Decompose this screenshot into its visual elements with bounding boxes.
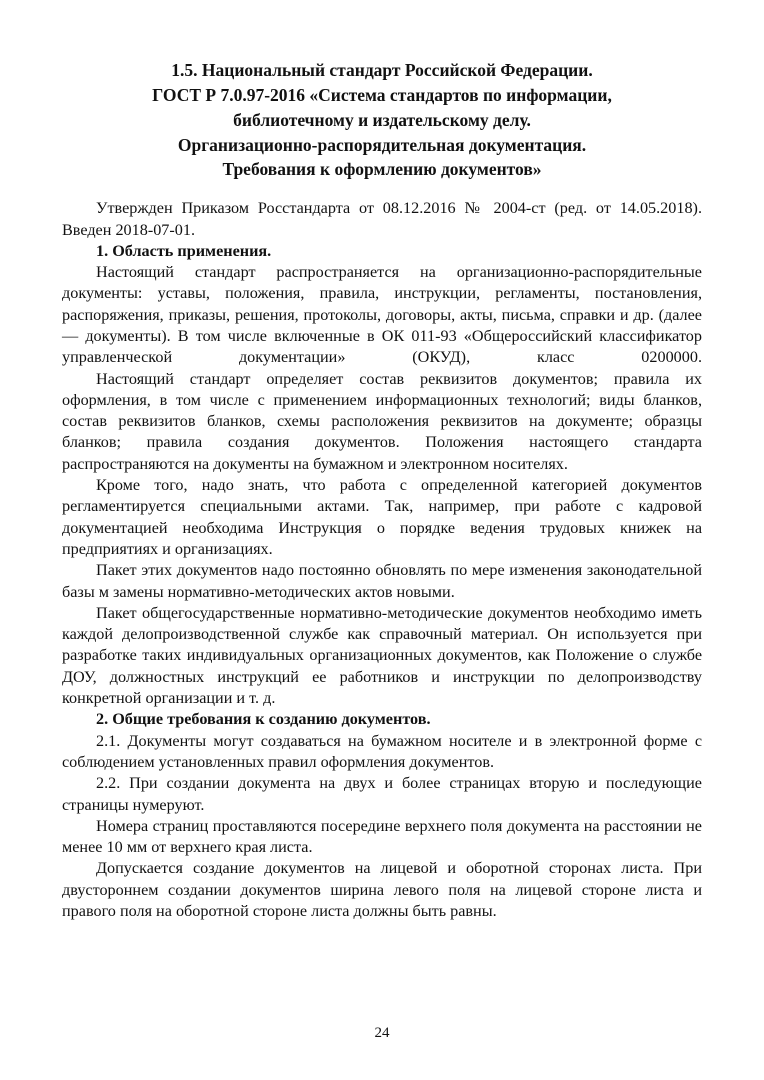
page-title <box>62 58 702 182</box>
title-line-4: Организационно-распорядительная документация. <box>177 134 587 155</box>
section-heading-1: 1. Область применения. <box>96 241 272 260</box>
paragraph-two-sided: Допускается создание документов на лицевой и оборотной сторонах листа. При двустороннем создании документов ширина левого поля на лицевой стороне листа и правого поля на оборотной стороне листа должны быть равны. <box>62 859 702 921</box>
document-body <box>62 198 702 922</box>
title-line-3: библиотечному и издательскому делу. <box>233 109 531 130</box>
paragraph-2-2: 2.2. При создании документа на двух и более страницах вторую и последующие страницы нумеруют. <box>62 774 702 814</box>
paragraph-package-usage: Пакет общегосударственные нормативно-методические документов необходимо иметь каждой делопроизводственной службе как справочный материал. Он используется при разработке таких индивидуальных организационных документов, как Положение о службе ДОУ, должностных инструкций ее работников и инструкции по делопроизводству конкретной организации и т. д. <box>62 603 702 708</box>
paragraph-page-numbers: Номера страниц проставляются посередине верхнего поля документа на расстоянии не менее 10 мм от верхнего края листа. <box>62 816 702 857</box>
paragraph-scope-1: Настоящий стандарт распространяется на организационно-распорядительные документы: уставы, положения, правила, инструкции, регламенты, постановления, распоряжения, приказы, решения, протоколы, договоры, акты, письма, справки и др. (далее — документы). В том числе включенные в ОК 011-93 «Общероссийский классификатор управленческой документации» (ОКУД), класс 0200000. <box>62 263 702 367</box>
title-line-5: Требования к оформлению документов» <box>222 159 542 180</box>
title-line-2: ГОСТ Р 7.0.97-2016 «Система стандартов по информации, <box>152 84 612 105</box>
title-line-1: 1.5. Национальный стандарт Российской Федерации. <box>171 60 593 80</box>
paragraph-scope-2: Настоящий стандарт определяет состав реквизитов документов; правила их оформления, в том числе с применением информационных технологий; виды бланков, состав реквизитов бланков, схемы расположения реквизитов на документе; образцы бланков; правила создания документов. Положения настоящего стандарта распространяются на документы на бумажном и электронном носителях. <box>62 369 702 473</box>
section-heading-2: 2. Общие требования к созданию документов. <box>96 710 431 729</box>
page-number: 24 <box>374 1025 390 1041</box>
paragraph-2-1: 2.1. Документы могут создаваться на бумажном носителе и в электронной форме с соблюдением установленных правил оформления документов. <box>62 731 702 771</box>
paragraph-additional-acts: Кроме того, надо знать, что работа с определенной категорией документов регламентируется специальными актами. Так, например, при работе с кадровой документацией необходима Инструкция о порядке ведения трудовых книжек на предприятиях и организациях. <box>62 476 702 558</box>
paragraph-approval: Утвержден Приказом Росстандарта от 08.12.2016 № 2004-ст (ред. от 14.05.2018). Введен 2018-07-01. <box>62 199 702 239</box>
paragraph-package-update: Пакет этих документов надо постоянно обновлять по мере изменения законодательной базы м замены нормативно-методических актов новыми. <box>62 561 702 601</box>
